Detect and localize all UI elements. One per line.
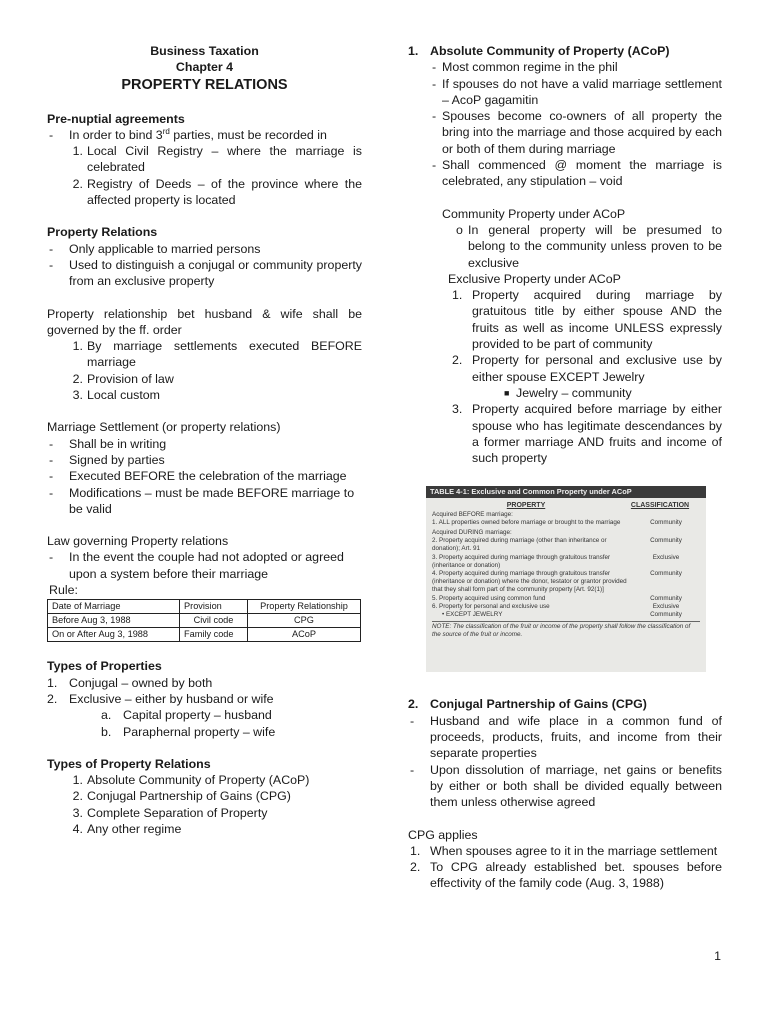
cpg-heading: 2. Conjugal Partnership of Gains (CPG) [408, 697, 647, 712]
exclusive-item-3: 3. Property acquired before marriage by either spouse who has legitimate descendances by a former marriage AND fruits and income of such property [452, 402, 722, 466]
scanned-table-image [426, 486, 706, 672]
prenuptial-heading: Pre-nuptial agreements [47, 111, 185, 126]
rule-table-row [48, 628, 361, 642]
settlement-bullet-1: - Shall be in writing [49, 436, 167, 451]
types-properties-sub-a: a. Capital property – husband [101, 708, 272, 723]
rule-table-header-relationship: Property Relationship [248, 600, 361, 614]
rule-table-row [48, 614, 361, 628]
types-relations-item-1: 1. Absolute Community of Property (ACoP) [72, 773, 310, 788]
scanned-table-title: TABLE 4-1: Exclusive and Common Property under ACoP [426, 486, 706, 498]
course-title: Business Taxation [150, 44, 259, 58]
rule-table-cell: Family code [180, 628, 248, 642]
types-relations-item-2: 2. Conjugal Partnership of Gains (CPG) [72, 789, 291, 804]
types-relations-heading: Types of Property Relations [47, 756, 211, 771]
settlement-bullet-4: - Modifications – must be made BEFORE marriage to be valid [49, 485, 355, 516]
exclusive-item-1: 1. Property acquired during marriage by gratuitous title by either spouse AND the fruits as well as income UNLESS expressly provided to be part of community [452, 288, 722, 352]
scanned-row: 3. Property acquired during marriage through gratuitous transfer (inheritance or donation) Exclusive [432, 553, 680, 569]
property-relations-bullet-2: - Used to distinguish a conjugal or community property from an exclusive property [49, 257, 362, 289]
rule-table-cell: CPG [248, 614, 361, 628]
scanned-row: 2. Property acquired during marriage (other than inheritance or donation); Art. 91 Community [432, 537, 682, 553]
cpg-applies-heading: CPG applies [408, 827, 478, 842]
prenuptial-bullet: - In order to bind 3rd parties, must be recorded in [49, 126, 327, 142]
scanned-before-label: Acquired BEFORE marriage: [432, 510, 513, 518]
page-number: 1 [714, 949, 721, 963]
exclusive-heading: Exclusive Property under ACoP [448, 271, 621, 286]
property-relations-bullet-1: - Only applicable to married persons [49, 241, 261, 256]
community-bullet: o In general property will be presumed to belong to the community unless proven to be exclusive [456, 222, 722, 270]
acop-bullet-4: - Shall commenced @ moment the marriage is celebrated, any stipulation – void [432, 158, 722, 189]
types-properties-heading: Types of Properties [47, 659, 162, 674]
types-properties-item-1: 1. Conjugal – owned by both [47, 675, 213, 690]
rule-table-cell: On or After Aug 3, 1988 [48, 628, 180, 642]
settlement-bullet-2: - Signed by parties [49, 452, 165, 467]
rule-table [47, 599, 361, 642]
acop-heading: 1. Absolute Community of Property (ACoP) [408, 44, 670, 58]
types-properties-item-2: 2. Exclusive – either by husband or wife [47, 691, 274, 706]
cpg-applies-item-2: 2. To CPG already established bet. spouses before effectivity of the family code (Aug. 3, 1988) [410, 860, 722, 891]
cpg-bullet-2: - Upon dissolution of marriage, net gains or benefits by either or both shall be divided equally between them unless otherwise agreed [410, 762, 722, 810]
rule-label: Rule: [49, 583, 78, 598]
scanned-row: 4. Property acquired during marriage through gratuitous transfer (inheritance or donation) where the donor, testator or grantor provided that they shall form part of the community property [Art. 92(1)] Community [432, 570, 682, 594]
types-properties-sub-b: b. Paraphernal property – wife [101, 724, 276, 739]
acop-bullet-1: - Most common regime in the phil [432, 60, 618, 75]
prenuptial-item-1: 1. Local Civil Registry – where the marriage is celebrated [72, 144, 362, 175]
right-column [408, 43, 722, 892]
rule-table-header-date: Date of Marriage [48, 600, 180, 614]
rule-table-cell: Before Aug 3, 1988 [48, 614, 180, 628]
rule-table-cell: ACoP [248, 628, 361, 642]
scanned-row: 5. Property acquired using common fund Community [432, 594, 682, 602]
page-title: PROPERTY RELATIONS [121, 76, 288, 93]
acop-bullet-3: - Spouses become co-owners of all property the bring into the marriage and those acquired by each or both of them during marriage [432, 109, 722, 156]
scanned-during-label: Acquired DURING marriage: [432, 529, 512, 537]
rule-table-cell: Civil code [180, 614, 248, 628]
types-relations-item-4: 4. Any other regime [72, 821, 182, 836]
property-relations-heading: Property Relations [47, 225, 158, 240]
governed-item-3: 3. Local custom [72, 388, 161, 403]
law-governing-heading: Law governing Property relations [47, 534, 229, 549]
governed-item-1: 1. By marriage settlements executed BEFORE marriage [72, 339, 362, 370]
jewelry-bullet: ■ Jewelry – community [504, 385, 632, 400]
scanned-table-note: NOTE: The classification of the fruit or income of the property shall follow the classification of the source of the fruit or income. [432, 621, 700, 639]
settlement-heading: Marriage Settlement (or property relations) [47, 420, 281, 435]
governed-intro: Property relationship bet husband & wife shall be governed by the ff. order [47, 306, 362, 337]
scanned-row: 1. ALL properties owned before marriage or brought to the marriage Community [432, 518, 682, 526]
cpg-bullet-1: - Husband and wife place in a common fund of proceeds, products, fruits, and income from their separate properties [410, 713, 722, 761]
settlement-bullet-3: - Executed BEFORE the celebration of the marriage [49, 469, 347, 484]
scanned-row: 6. Property for personal and exclusive use Exclusive [432, 602, 680, 610]
chapter-label: Chapter 4 [175, 60, 234, 75]
left-column [47, 43, 362, 837]
acop-bullet-2: - If spouses do not have a valid marriage settlement – AcoP gagamitin [432, 76, 722, 107]
scanned-row: • EXCEPT JEWELRY Community [442, 611, 682, 619]
prenuptial-item-2: 2. Registry of Deeds – of the province where the affected property is located [72, 176, 362, 208]
rule-table-header [48, 600, 361, 614]
community-heading: Community Property under ACoP [442, 206, 626, 221]
exclusive-item-2: 2. Property for personal and exclusive use by either spouse EXCEPT Jewelry [452, 353, 722, 384]
rule-table-header-provision: Provision [180, 600, 248, 614]
cpg-applies-item-1: 1. When spouses agree to it in the marriage settlement [410, 843, 718, 858]
scanned-table-header: PROPERTY CLASSIFICATION [506, 502, 690, 510]
types-relations-item-3: 3. Complete Separation of Property [72, 805, 268, 820]
governed-item-2: 2. Provision of law [72, 371, 174, 386]
law-governing-bullet: - In the event the couple had not adopted or agreed upon a system before their marriage [49, 550, 344, 581]
